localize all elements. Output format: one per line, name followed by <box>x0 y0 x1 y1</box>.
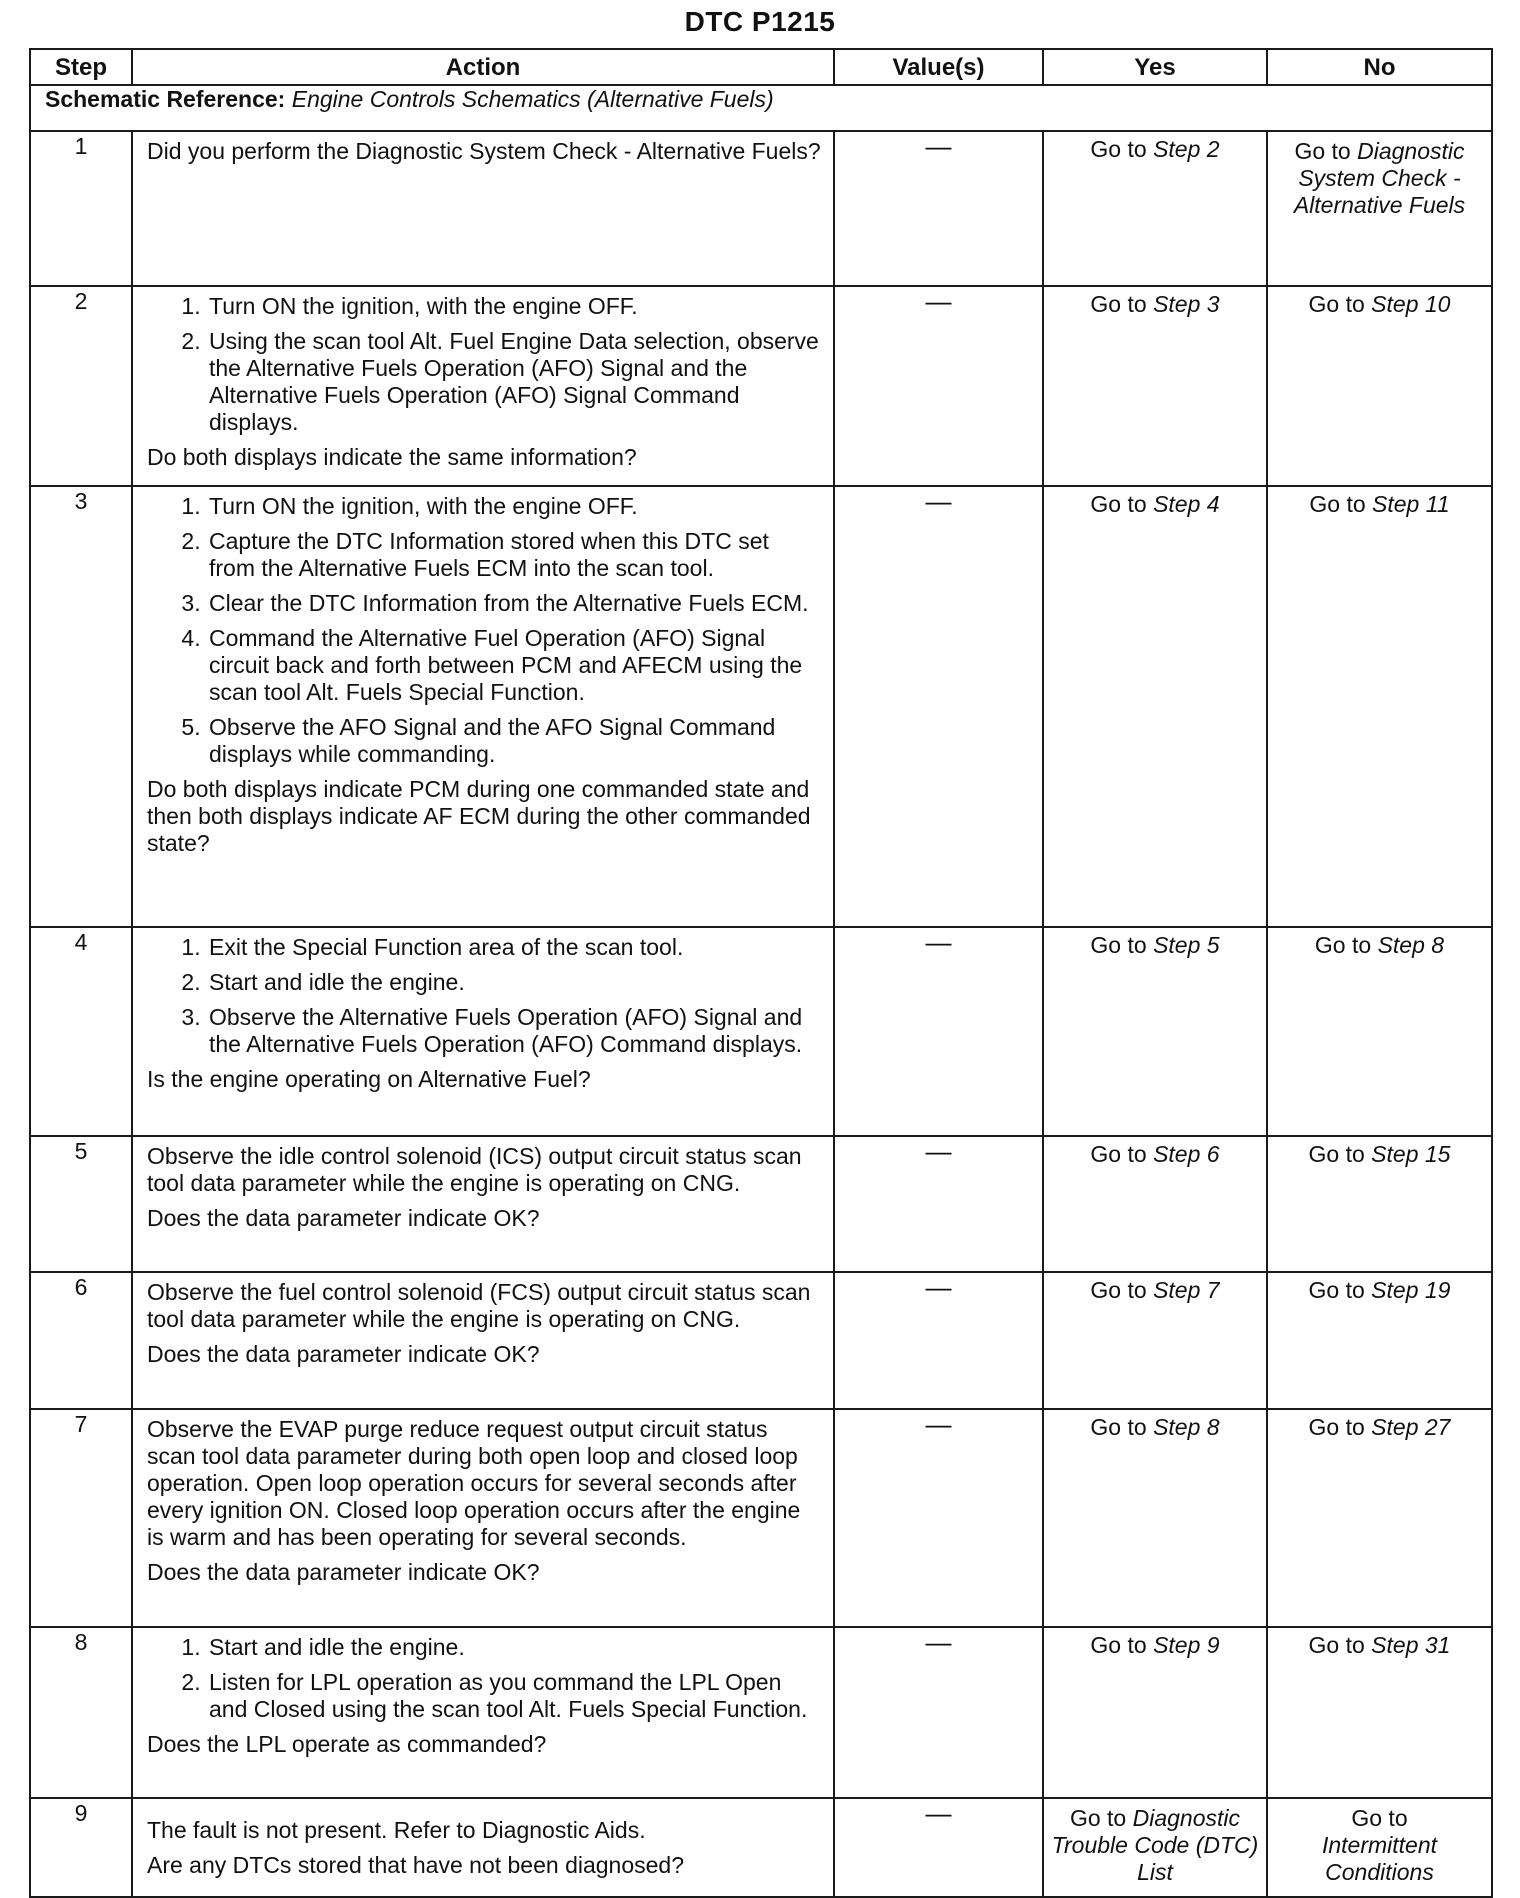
no-prefix: Go to <box>1351 1805 1408 1831</box>
action-list <box>147 934 821 1058</box>
no-link[interactable]: Step 15 <box>1371 1141 1451 1167</box>
action-list <box>147 493 821 768</box>
no-cell <box>1267 486 1492 927</box>
yes-prefix: Go to <box>1090 1141 1147 1167</box>
action-cell <box>132 927 834 1136</box>
yes-link[interactable]: Step 6 <box>1153 1141 1220 1167</box>
step-number: 6 <box>30 1272 132 1409</box>
action-text: Observe the EVAP purge reduce request output circuit status scan tool data parameter during both open loop and closed loop operation. Open loop operation occurs for several seconds after every ignition ON. Closed loop operation occurs after the engine is warm and has been operating for several seconds. <box>147 1416 801 1550</box>
header-row <box>30 49 1492 85</box>
step-number: 1 <box>30 131 132 286</box>
action-text: The fault is not present. Refer to Diagnostic Aids. <box>147 1816 646 1843</box>
step-number: 5 <box>30 1136 132 1272</box>
action-text: Observe the fuel control solenoid (FCS) output circuit status scan tool data parameter while the engine is operating on CNG. <box>147 1279 811 1332</box>
value-cell: — <box>834 1272 1043 1409</box>
no-cell <box>1267 1136 1492 1272</box>
yes-prefix: Go to <box>1069 1805 1127 1831</box>
no-cell <box>1267 927 1492 1136</box>
yes-cell <box>1043 1272 1267 1409</box>
action-item: 2. Listen for LPL operation as you command the LPL Open and Closed using the scan tool Alt. Fuels Special Function. <box>207 1669 821 1723</box>
yes-cell <box>1043 131 1267 286</box>
page-title: DTC P1215 <box>684 6 836 37</box>
action-list <box>147 293 821 436</box>
action-cell <box>132 1409 834 1627</box>
yes-prefix: Go to <box>1090 136 1147 162</box>
no-link[interactable]: Step 27 <box>1371 1414 1451 1440</box>
schematic-row <box>30 85 1492 131</box>
no-link[interactable]: Intermittent Conditions <box>1321 1832 1438 1885</box>
no-prefix: Go to <box>1308 1632 1365 1658</box>
no-cell <box>1267 1409 1492 1627</box>
action-item: 1. Exit the Special Function area of the scan tool. <box>207 934 821 961</box>
no-link[interactable]: Step 31 <box>1371 1632 1451 1658</box>
no-prefix: Go to <box>1314 932 1372 958</box>
no-link[interactable]: Step 8 <box>1377 932 1445 958</box>
action-list <box>147 1634 821 1723</box>
yes-prefix: Go to <box>1090 1414 1147 1440</box>
yes-cell <box>1043 286 1267 486</box>
dtc-table <box>29 48 1493 1898</box>
action-text: Observe the idle control solenoid (ICS) output circuit status scan tool data parameter while the engine is operating on CNG. <box>147 1143 802 1196</box>
action-question: Does the data parameter indicate OK? <box>147 1341 540 1367</box>
yes-cell <box>1043 1136 1267 1272</box>
action-question: Do both displays indicate the same information? <box>147 444 637 470</box>
value-cell: — <box>834 1798 1043 1897</box>
no-cell <box>1267 131 1492 286</box>
action-cell <box>132 1798 834 1897</box>
action-cell <box>132 286 834 486</box>
yes-link[interactable]: Diagnostic Trouble Code (DTC) List <box>1051 1805 1259 1885</box>
yes-link[interactable]: Step 3 <box>1153 291 1220 317</box>
action-question: Do both displays indicate PCM during one commanded state and then both displays indicate AF ECM during the other commanded state? <box>147 776 811 856</box>
no-prefix: Go to <box>1294 138 1351 164</box>
yes-link[interactable]: Step 5 <box>1153 932 1220 958</box>
action-item: 1. Turn ON the ignition, with the engine OFF. <box>207 293 821 320</box>
no-prefix: Go to <box>1308 1141 1365 1167</box>
action-question: Does the LPL operate as commanded? <box>147 1731 547 1757</box>
table-row <box>30 1627 1492 1798</box>
yes-link[interactable]: Step 9 <box>1153 1632 1220 1658</box>
value-cell: — <box>834 131 1043 286</box>
yes-cell <box>1043 927 1267 1136</box>
no-prefix: Go to <box>1309 491 1366 517</box>
value-cell: — <box>834 1409 1043 1627</box>
yes-cell <box>1043 1409 1267 1627</box>
action-cell <box>132 131 834 286</box>
yes-link[interactable]: Step 7 <box>1153 1277 1220 1303</box>
schematic-link[interactable]: Engine Controls Schematics (Alternative Fuels) <box>291 86 774 112</box>
action-question: Does the data parameter indicate OK? <box>147 1559 540 1585</box>
table-row <box>30 1136 1492 1272</box>
value-cell: — <box>834 486 1043 927</box>
action-cell <box>132 1272 834 1409</box>
action-cell <box>132 1627 834 1798</box>
no-cell <box>1267 1272 1492 1409</box>
no-link[interactable]: Step 19 <box>1371 1277 1451 1303</box>
table-row <box>30 486 1492 927</box>
action-question: Is the engine operating on Alternative Fuel? <box>147 1066 591 1092</box>
step-number: 4 <box>30 927 132 1136</box>
header-no: No <box>1267 49 1492 85</box>
schematic-reference <box>30 85 1492 131</box>
yes-prefix: Go to <box>1090 291 1147 317</box>
schematic-label: Schematic Reference: <box>45 86 286 112</box>
yes-link[interactable]: Step 2 <box>1153 136 1220 162</box>
step-number: 3 <box>30 486 132 927</box>
value-cell: — <box>834 927 1043 1136</box>
header-yes: Yes <box>1043 49 1267 85</box>
action-item: 3. Clear the DTC Information from the Alternative Fuels ECM. <box>207 590 821 617</box>
no-prefix: Go to <box>1308 291 1365 317</box>
yes-cell <box>1043 486 1267 927</box>
action-item: 1. Turn ON the ignition, with the engine OFF. <box>207 493 821 520</box>
no-prefix: Go to <box>1308 1414 1365 1440</box>
table-row <box>30 1798 1492 1897</box>
action-item: 3. Observe the Alternative Fuels Operation (AFO) Signal and the Alternative Fuels Operation (AFO) Command displays. <box>207 1004 821 1058</box>
table-row <box>30 286 1492 486</box>
no-link[interactable]: Step 10 <box>1371 291 1451 317</box>
action-cell <box>132 486 834 927</box>
table-row <box>30 927 1492 1136</box>
value-cell: — <box>834 1136 1043 1272</box>
action-item: 2. Start and idle the engine. <box>207 969 821 996</box>
step-number: 7 <box>30 1409 132 1627</box>
step-number: 8 <box>30 1627 132 1798</box>
yes-prefix: Go to <box>1090 932 1147 958</box>
action-text: Did you perform the Diagnostic System Check - Alternative Fuels? <box>147 138 821 164</box>
no-cell <box>1267 1627 1492 1798</box>
header-step: Step <box>30 49 132 85</box>
yes-link[interactable]: Step 8 <box>1153 1414 1220 1440</box>
value-cell: — <box>834 1627 1043 1798</box>
action-item: 4. Command the Alternative Fuel Operation (AFO) Signal circuit back and forth between PCM and AFECM using the scan tool Alt. Fuels Special Function. <box>207 625 821 706</box>
yes-link[interactable]: Step 4 <box>1153 491 1220 517</box>
yes-prefix: Go to <box>1090 1277 1147 1303</box>
yes-prefix: Go to <box>1090 1632 1147 1658</box>
action-cell <box>132 1136 834 1272</box>
step-number: 9 <box>30 1798 132 1897</box>
no-cell <box>1267 286 1492 486</box>
action-item: 5. Observe the AFO Signal and the AFO Signal Command displays while commanding. <box>207 714 821 768</box>
action-item: 1. Start and idle the engine. <box>207 1634 821 1661</box>
action-item: 2. Capture the DTC Information stored when this DTC set from the Alternative Fuels ECM into the scan tool. <box>207 528 821 582</box>
header-values: Value(s) <box>834 49 1043 85</box>
yes-cell <box>1043 1798 1267 1897</box>
header-action: Action <box>132 49 834 85</box>
action-question: Does the data parameter indicate OK? <box>147 1205 540 1231</box>
table-row <box>30 131 1492 286</box>
no-cell <box>1267 1798 1492 1897</box>
step-number: 2 <box>30 286 132 486</box>
table-row <box>30 1272 1492 1409</box>
yes-prefix: Go to <box>1090 491 1147 517</box>
no-link[interactable]: Step 11 <box>1372 491 1450 517</box>
no-link[interactable]: Diagnostic System Check - Alternative Fuels <box>1293 138 1466 218</box>
action-item: 2. Using the scan tool Alt. Fuel Engine Data selection, observe the Alternative Fuels Operation (AFO) Signal and the Alternative Fuels Operation (AFO) Signal Command displays. <box>207 328 821 436</box>
action-question: Are any DTCs stored that have not been diagnosed? <box>147 1851 685 1878</box>
no-prefix: Go to <box>1308 1277 1365 1303</box>
yes-cell <box>1043 1627 1267 1798</box>
value-cell: — <box>834 286 1043 486</box>
table-row <box>30 1409 1492 1627</box>
